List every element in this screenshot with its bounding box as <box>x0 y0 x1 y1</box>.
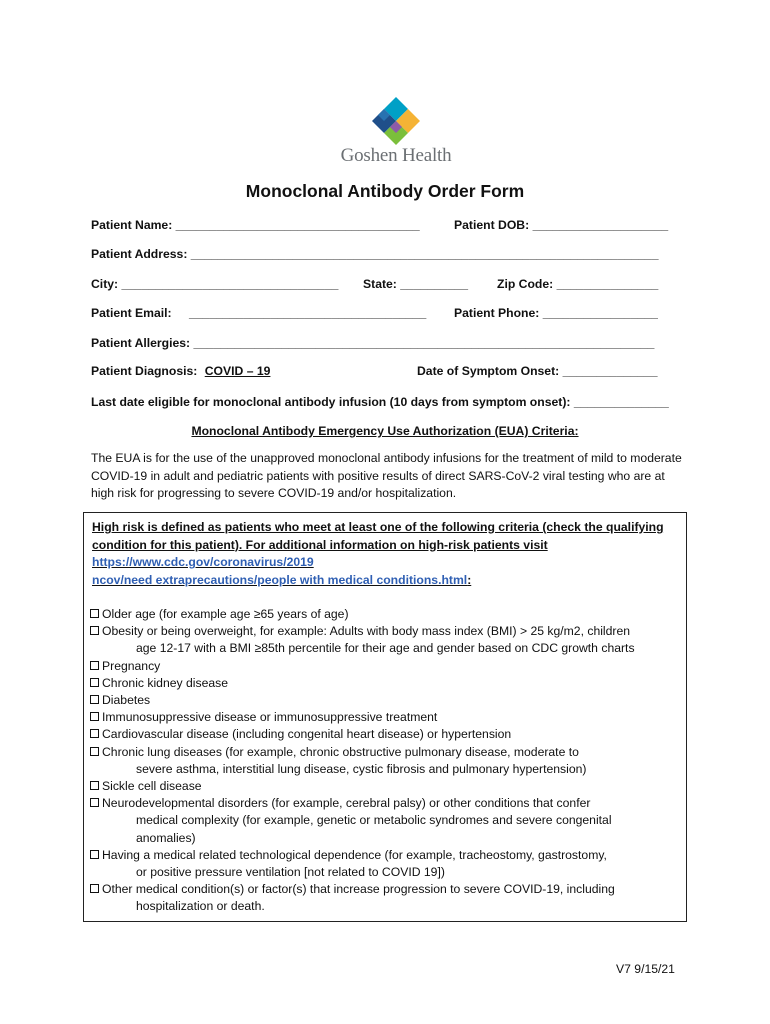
checkbox[interactable] <box>90 798 99 807</box>
patient-phone-field[interactable]: _________________ <box>542 306 658 320</box>
criteria-item-cardiovascular: Cardiovascular disease (including congenital heart disease) or hypertension <box>90 726 682 743</box>
patient-allergies-field[interactable]: ____________________________________________________________________ <box>193 336 655 350</box>
criteria-item-tech-dependence: Having a medical related technological dependence (for example, tracheostomy, gastrostomy, or positive pressure ventilation [not related to COVID 19]) <box>90 847 682 881</box>
city-field[interactable]: ________________________________ <box>121 277 339 291</box>
patient-email-label: Patient Email: <box>91 306 172 320</box>
criteria-heading-text: High risk is defined as patients who meet at least one of the following criteria (check the qualifying condition for this patient). For additional information on high-risk patients visit <box>92 520 664 552</box>
city-label: City: <box>91 277 119 291</box>
version-label: V7 9/15/21 <box>616 962 675 976</box>
criteria-item-sickle-cell: Sickle cell disease <box>90 778 682 795</box>
checkbox[interactable] <box>90 884 99 893</box>
link-suffix: : <box>467 572 472 587</box>
eua-criteria-heading: Monoclonal Antibody Emergency Use Authorization (EUA) Criteria: <box>191 424 579 438</box>
checkbox[interactable] <box>90 729 99 738</box>
criteria-item-lung: Chronic lung diseases (for example, chronic obstructive pulmonary disease, moderate to severe asthma, interstitial lung disease, cystic fibrosis and pulmonary hypertension) <box>90 744 682 778</box>
criteria-item-neurodevelopmental: Neurodevelopmental disorders (for example, cerebral palsy) or other conditions that confer medical complexity (for example, genetic or metabolic syndromes and severe congenital anomalies) <box>90 795 682 847</box>
checkbox[interactable] <box>90 661 99 670</box>
zip-field[interactable]: _______________ <box>556 277 659 291</box>
logo-wordmark: Goshen Health <box>340 145 452 166</box>
checkbox[interactable] <box>90 678 99 687</box>
patient-name-row <box>91 218 420 232</box>
patient-name-label: Patient Name: <box>91 218 173 232</box>
patient-dob-label: Patient DOB: <box>454 218 530 232</box>
checkbox[interactable] <box>90 609 99 618</box>
symptom-onset-field[interactable]: ______________ <box>562 364 658 378</box>
checkbox[interactable] <box>90 781 99 790</box>
last-date-row <box>91 395 669 409</box>
city-row <box>91 277 338 291</box>
patient-address-label: Patient Address: <box>91 247 188 261</box>
high-risk-criteria-box <box>83 512 687 922</box>
zip-row <box>497 277 658 291</box>
patient-name-field[interactable]: ____________________________________ <box>175 218 420 232</box>
state-row <box>363 277 468 291</box>
cdc-link-line-1[interactable]: https://www.cdc.gov/coronavirus/2019 <box>92 555 314 569</box>
checkbox[interactable] <box>90 695 99 704</box>
patient-phone-row <box>454 306 658 320</box>
checkbox[interactable] <box>90 626 99 635</box>
patient-address-row <box>91 247 659 261</box>
form-title: Monoclonal Antibody Order Form <box>245 181 525 201</box>
criteria-item-ckd: Chronic kidney disease <box>90 675 682 692</box>
eua-description: The EUA is for the use of the unapproved monoclonal antibody infusions for the treatment of mild to moderate COVID-19 in adult and pediatric patients with positive results of direct SARS-CoV-2 viral testing who are at high risk for progressing to severe COVID-19 and/or hospitalization. <box>91 451 682 500</box>
goshen-health-logo <box>336 95 456 175</box>
state-label: State: <box>363 277 397 291</box>
patient-dob-row <box>454 218 668 232</box>
checkbox[interactable] <box>90 747 99 756</box>
patient-email-row <box>91 306 426 320</box>
patient-phone-label: Patient Phone: <box>454 306 540 320</box>
cross-logo-icon <box>370 95 422 147</box>
criteria-item-other: Other medical condition(s) or factor(s) that increase progression to severe COVID-19, including hospitalization or death. <box>90 881 682 915</box>
symptom-onset-row <box>417 364 658 378</box>
criteria-item-immunosuppressive: Immunosuppressive disease or immunosuppressive treatment <box>90 709 682 726</box>
patient-allergies-label: Patient Allergies: <box>91 336 191 350</box>
patient-diagnosis-row <box>91 364 270 378</box>
criteria-item-obesity: Obesity or being overweight, for example: Adults with body mass index (BMI) > 25 kg/m2, children age 12-17 with a BMI ≥85th percentile for their age and gender based on CDC growth charts <box>90 623 682 657</box>
zip-label: Zip Code: <box>497 277 554 291</box>
criteria-item-older-age: Older age (for example age ≥65 years of age) <box>90 606 682 623</box>
criteria-heading <box>92 519 682 589</box>
symptom-onset-label: Date of Symptom Onset: <box>417 364 560 378</box>
patient-dob-field[interactable]: ____________________ <box>532 218 669 232</box>
patient-address-field[interactable]: _____________________________________________________________________ <box>190 247 659 261</box>
criteria-list <box>90 606 682 916</box>
last-date-field[interactable]: ______________ <box>573 395 669 409</box>
checkbox[interactable] <box>90 712 99 721</box>
last-date-label: Last date eligible for monoclonal antibody infusion (10 days from symptom onset): <box>91 395 571 409</box>
patient-diagnosis-label: Patient Diagnosis: <box>91 364 198 378</box>
patient-diagnosis-value: COVID – 19 <box>204 364 271 378</box>
criteria-item-pregnancy: Pregnancy <box>90 658 682 675</box>
criteria-item-diabetes: Diabetes <box>90 692 682 709</box>
state-field[interactable]: __________ <box>400 277 469 291</box>
checkbox[interactable] <box>90 850 99 859</box>
patient-allergies-row <box>91 336 654 350</box>
patient-email-field[interactable]: ___________________________________ <box>188 306 427 320</box>
cdc-link-line-2[interactable]: ncov/need extraprecautions/people with medical conditions.html <box>92 572 468 587</box>
